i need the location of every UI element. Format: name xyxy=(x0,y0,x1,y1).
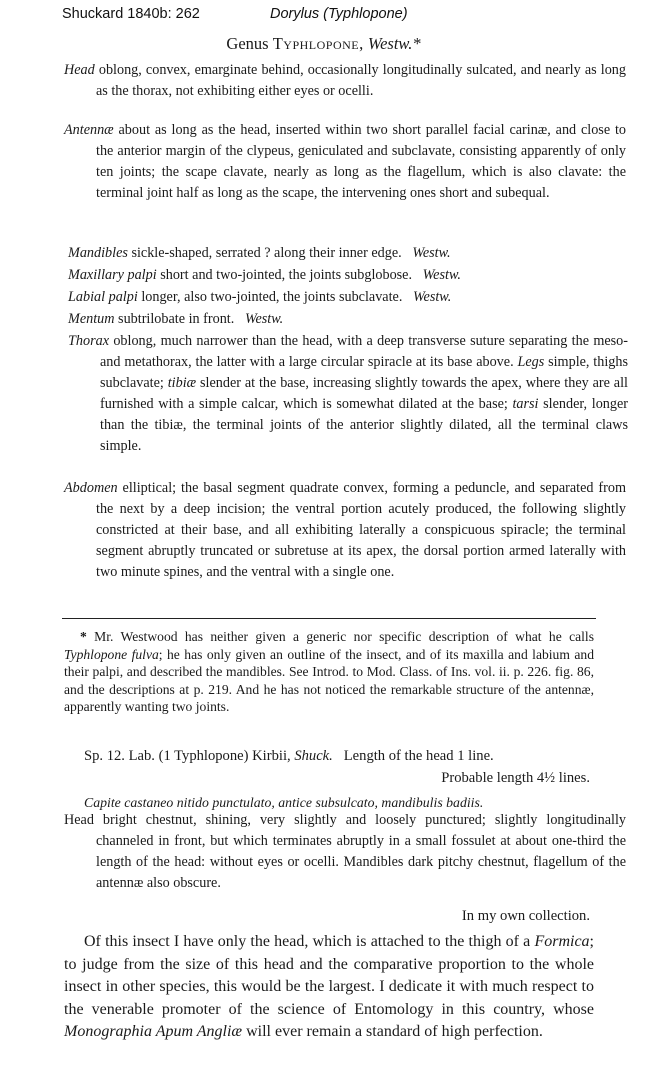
desc-mentum-term: Mentum xyxy=(68,311,115,327)
footnote xyxy=(64,628,594,716)
closing-paragraph xyxy=(64,931,594,1044)
taxon-heading: Dorylus (Typhlopone) xyxy=(270,6,408,22)
desc-labial-text: longer, also two-jointed, the joints subclavate. xyxy=(137,289,403,305)
desc-head xyxy=(64,60,626,102)
thorax-tarsi-term: tarsi xyxy=(512,396,539,412)
desc-mandibles-text: sickle-shaped, serrated ? along their inner edge. xyxy=(127,245,402,261)
closing-text-2: ; to judge from the size of this head and the comparative proportion to the whole insect in other species, this would be the largest. I dedicate it with much respect to the venerable promoter of the science of Entomology in this country, whose xyxy=(64,933,594,1018)
desc-thorax xyxy=(68,331,628,457)
desc-mentum xyxy=(68,309,598,330)
species-author: Shuck. xyxy=(294,748,333,764)
thorax-text-4: slender, longer than the tibiæ, the terminal joints of the anterior slightly dilated, all the terminal claws simple. xyxy=(100,396,628,454)
closing-formica: Formica xyxy=(534,933,590,950)
desc-mandibles xyxy=(68,243,598,264)
footnote-species: Typhlopone fulva xyxy=(64,646,159,662)
footnote-divider xyxy=(62,618,596,619)
species-name: Sp. 12. Lab. (1 Typhlopone) Kirbii, xyxy=(84,748,295,764)
thorax-text-1: oblong, much narrower than the head, with a deep transverse suture separating the meso- and metathorax, the latter with a large circular spiracle at its base above. xyxy=(100,333,628,370)
desc-mandibles-author: Westw. xyxy=(412,245,451,261)
desc-labial-author: Westw. xyxy=(413,289,452,305)
desc-labial-palpi xyxy=(68,287,598,308)
desc-mandibles-term: Mandibles xyxy=(68,245,128,261)
genus-prefix: Genus xyxy=(226,34,269,53)
species-collection-note: In my own collection. xyxy=(461,908,590,924)
genus-author: Westw.* xyxy=(367,34,421,53)
closing-text-3: will ever remain a standard of high perfection. xyxy=(242,1023,543,1040)
abdomen-term: Abdomen xyxy=(64,480,118,496)
abdomen-text: elliptical; the basal segment quadrate convex, forming a peduncle, and separated from the next by a deep incision; the ventral portion acutely produced, the following slightly constricted at their base, and all exhibiting laterally a conspicuous spiracle; the terminal segment abruptly truncated or subretuse at its apex, the dorsal portion armed laterally with two minute spines, and the ventral with a single one. xyxy=(96,480,626,580)
closing-text-1: Of this insect I have only the head, which is attached to the thigh of a xyxy=(84,933,535,950)
desc-head-term: Head xyxy=(64,62,95,78)
desc-head-text: oblong, convex, emarginate behind, occasionally longitudinally sulcated, and nearly as long as the thorax, not exhibiting either eyes or ocelli. xyxy=(94,62,626,99)
desc-maxillary-author: Westw. xyxy=(422,267,461,283)
thorax-text-3: slender at the base, increasing slightly towards the apex, where they are all furnished with a simple calcar, which is somewhat dilated at the base; xyxy=(100,375,628,412)
species-heading xyxy=(84,746,594,767)
species-probable-length: Probable length 4½ lines. xyxy=(441,770,590,786)
species-description: Head bright chestnut, shining, very slightly and loosely punctured; slightly longitudinally channeled in front, but which terminates abruptly in a small fossulet at about one-third the length of the head: without eyes or ocelli. Mandibles dark pitchy chestnut, flagellum of the antennæ also obscure. xyxy=(64,812,626,891)
thorax-tibiae-term: tibiæ xyxy=(167,375,197,391)
desc-maxillary-palpi xyxy=(68,265,598,286)
desc-abdomen xyxy=(64,478,626,583)
thorax-text-2: simple, thighs subclavate; xyxy=(100,354,628,391)
desc-maxillary-text: short and two-jointed, the joints subglobose. xyxy=(156,267,413,283)
desc-mentum-author: Westw. xyxy=(244,311,284,327)
footnote-mark: * xyxy=(80,629,87,644)
genus-title xyxy=(0,34,647,54)
desc-antennae-text: about as long as the head, inserted within two short parallel facial carinæ, and close to the anterior margin of the clypeus, geniculated and subclavate, consisting apparently of only ten joints; the scape clavate, nearly as long as the flagellum, which is also clavate: the terminal joint half as long as the scape, the intervening ones short and subequal. xyxy=(96,122,626,201)
desc-antennae xyxy=(64,120,626,204)
thorax-legs-term: Legs xyxy=(517,354,545,370)
closing-monographia: Monographia Apum Angliæ xyxy=(64,1023,243,1040)
desc-antennae-term: Antennæ xyxy=(64,122,114,138)
desc-mentum-text: subtrilobate in front. xyxy=(114,311,235,327)
species-latin-text: Capite castaneo nitido punctulato, antice subsulcato, mandibulis badiis. xyxy=(84,795,484,810)
species-head-length: Length of the head 1 line. xyxy=(332,748,494,764)
footnote-text-1: Mr. Westwood has neither given a generic nor specific description of what he calls xyxy=(86,629,594,644)
thorax-term: Thorax xyxy=(68,333,109,349)
page-reference: Shuckard 1840b: 262 xyxy=(62,6,200,22)
page-header xyxy=(62,6,408,22)
footnote-text-2: ; he has only given an outline of the insect, and of its maxilla and labium and their palpi, and described the mandibles. See Introd. to Mod. Class. of Ins. vol. ii. p. 226. fig. 86, and the descriptions at p. 219. And he has not noticed the remarkable structure of the antennæ, apparently wanting two joints. xyxy=(64,646,594,714)
genus-name: Typhlopone, xyxy=(272,34,364,53)
desc-maxillary-term: Maxillary palpi xyxy=(68,267,157,283)
desc-labial-term: Labial palpi xyxy=(68,289,138,305)
